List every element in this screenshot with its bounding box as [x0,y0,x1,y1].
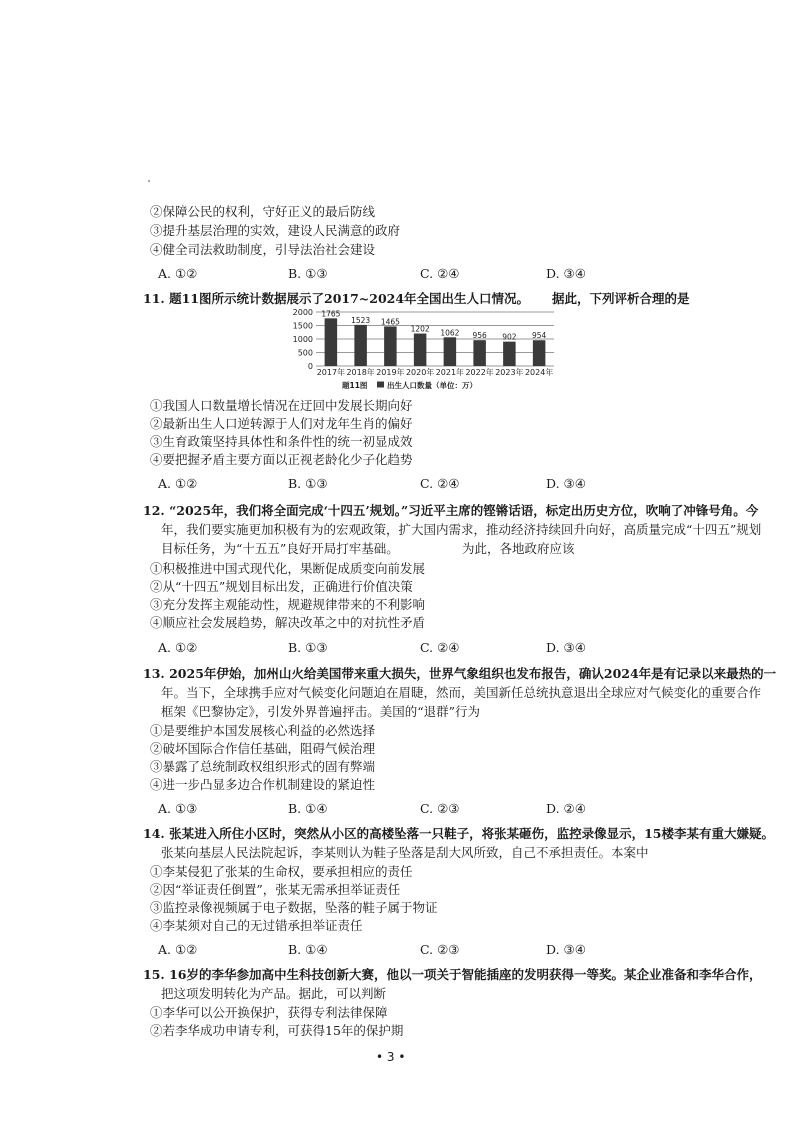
q11-stem-tail: 据此，下列评析合理的是 [552,291,690,306]
q15-choice-1: ①李华可以公开换保护，获得专利法律保障 [150,1005,388,1020]
q13-choice-1: ①是要维护本国发展核心利益的必然选择 [150,723,376,738]
birth-population-chart [288,306,560,398]
option-a: A. ①② [158,942,198,957]
q13-stem-line1: 13. 2025年伊始，加州山火给美国带来重大损失，世界气象组织也发布报告，确认2024年是有记录以来最热的一 [143,666,777,681]
bar [414,334,426,366]
x-tick-label: 2017年 [316,368,346,377]
q13-stem-line3: 框架《巴黎协定》，引发外界普遍抨击。美国的“退群”行为 [161,704,481,719]
bar [444,337,456,366]
q12-stem-tail: 为此，各地政府应该 [462,541,575,556]
option-c: C. ②④ [420,640,460,655]
chart-caption-legend: 出生人口数量（单位：万） [387,381,477,390]
q11-stem: 11. 题11图所示统计数据展示了2017~2024年全国出生人口情况。 [143,291,530,306]
page-number: • 3 • [376,1050,406,1064]
y-tick-label: 1500 [292,321,313,331]
q11-choice-1: ①我国人口数量增长情况在迂回中发展长期向好 [150,398,413,413]
prev-choice-4: ④健全司法救助制度，引导法治社会建设 [150,242,376,257]
option-b: B. ①④ [288,942,328,957]
option-a: A. ①③ [158,801,198,816]
option-a: A. ①② [158,640,198,655]
prev-options [158,266,598,282]
scan-speck [148,180,150,182]
bar [325,318,337,366]
data-label: 1765 [321,309,341,319]
option-c: C. ②④ [420,476,460,491]
q15-stem-line2: 把这项发明转化为产品。据此，可以判断 [161,986,387,1001]
q14-stem-line1: 14. 张某进入所住小区时，突然从小区的高楼坠落一只鞋子，将张某砸伤，监控录像显示，15楼李某有重大嫌疑。 [143,826,774,841]
option-d: D. ②④ [546,801,586,816]
q14-choice-4: ④李某须对自己的无过错承担举证责任 [150,918,363,933]
q14-stem-line2: 张某向基层人民法院起诉，李某则认为鞋子坠落是刮大风所致，自己不承担责任。本案中 [161,845,649,860]
x-tick-label: 2023年 [495,368,524,377]
option-d: D. ③④ [546,640,586,655]
y-tick-label: 0 [307,362,313,371]
bar [354,325,366,366]
x-tick-label: 2018年 [346,368,375,377]
q15-choice-2: ②若李华成功申请专利，可获得15年的保护期 [150,1023,404,1038]
q13-stem-line2: 年。当下，全球携手应对气候变化问题迫在眉睫，然而，美国新任总统执意退出全球应对气候变化的重要合作 [161,685,762,700]
q11-choice-4: ④要把握矛盾主要方面以正视老龄化少子化趋势 [150,452,413,467]
bar [503,342,515,366]
q11-choice-3: ③生育政策坚持具体性和条件性的统一初显成效 [150,434,413,449]
option-b: B. ①③ [288,640,328,655]
q12-choice-1: ①积极推进中国式现代化，果断促成质变向前发展 [150,561,426,576]
q11-options [158,476,598,492]
q14-choice-3: ③监控录像视频属于电子数据，坠落的鞋子属于物证 [150,900,438,915]
q14-options [158,942,598,958]
x-tick-label: 2022年 [465,368,494,377]
q12-stem-line3: 目标任务，为“十五五”良好开局打牢基础。 [161,541,399,556]
q14-choice-1: ①李某侵犯了张某的生命权，要承担相应的责任 [150,864,413,879]
data-label: 1062 [440,328,460,338]
q13-choice-3: ③暴露了总统制政权组织形式的固有弊端 [150,759,376,774]
chart-svg [288,306,560,398]
data-label: 956 [472,331,487,341]
q12-options [158,640,598,656]
option-b: B. ①③ [288,476,328,491]
q12-choice-4: ④顺应社会发展趋势，解决改革之中的对抗性矛盾 [150,615,426,630]
option-d: D. ③④ [546,942,586,957]
q11-choice-2: ②最新出生人口逆转源于人们对龙年生肖的偏好 [150,416,413,431]
x-tick-label: 2021年 [435,368,465,377]
option-c: C. ②③ [420,801,460,816]
x-tick-label: 2024年 [524,368,554,377]
option-a: A. ①② [158,476,198,491]
data-label: 1465 [380,317,400,327]
option-b: B. ①③ [288,266,328,281]
q12-stem-line2: 年，我们要实施更加积极有为的宏观政策，扩大国内需求，推动经济持续回升向好，高质量完成“十四五”规划 [161,522,762,537]
q12-choice-2: ②从“十四五”规划目标出发，正确进行价值决策 [150,579,413,594]
bar [384,326,396,366]
data-label: 954 [531,331,547,341]
option-b: B. ①④ [288,801,328,816]
x-tick-label: 2019年 [376,368,405,377]
q12-choice-3: ③充分发挥主观能动性，规避规律带来的不利影响 [150,597,426,612]
q15-stem-line1: 15. 16岁的李华参加高中生科技创新大赛，他以一项关于智能插座的发明获得一等奖。某企业准备和李华合作， [143,967,762,982]
q12-stem-line1: 12. “2025年，我们将全面完成‘十四五’规划。”习近平主席的铿锵话语，标定出历史方位，吹响了冲锋号角。今 [143,503,759,518]
data-label: 1202 [410,324,430,334]
legend-swatch [377,382,384,388]
option-d: D. ③④ [546,476,586,491]
data-label: 1523 [351,315,371,325]
option-a: A. ①② [158,266,198,281]
y-tick-label: 500 [297,348,313,358]
y-tick-label: 1000 [292,335,313,344]
option-d: D. ③④ [546,266,586,281]
prev-choice-2: ②保障公民的权利，守好正义的最后防线 [150,204,376,219]
option-c: C. ②③ [420,942,460,957]
bar [473,340,485,366]
q13-options [158,801,598,817]
q14-choice-2: ②因“举证责任倒置”，张某无需承担举证责任 [150,882,401,897]
q13-choice-2: ②破坏国际合作信任基础，阻碍气候治理 [150,741,376,756]
option-c: C. ②④ [420,266,460,281]
data-label: 902 [502,332,517,342]
q13-choice-4: ④进一步凸显多边合作机制建设的紧迫性 [150,777,376,792]
chart-caption-figure: 题11图 [342,381,368,390]
bar [533,340,545,366]
x-tick-label: 2020年 [405,368,435,377]
y-tick-label: 2000 [292,308,313,317]
prev-choice-3: ③提升基层治理的实效，建设人民满意的政府 [150,223,401,238]
